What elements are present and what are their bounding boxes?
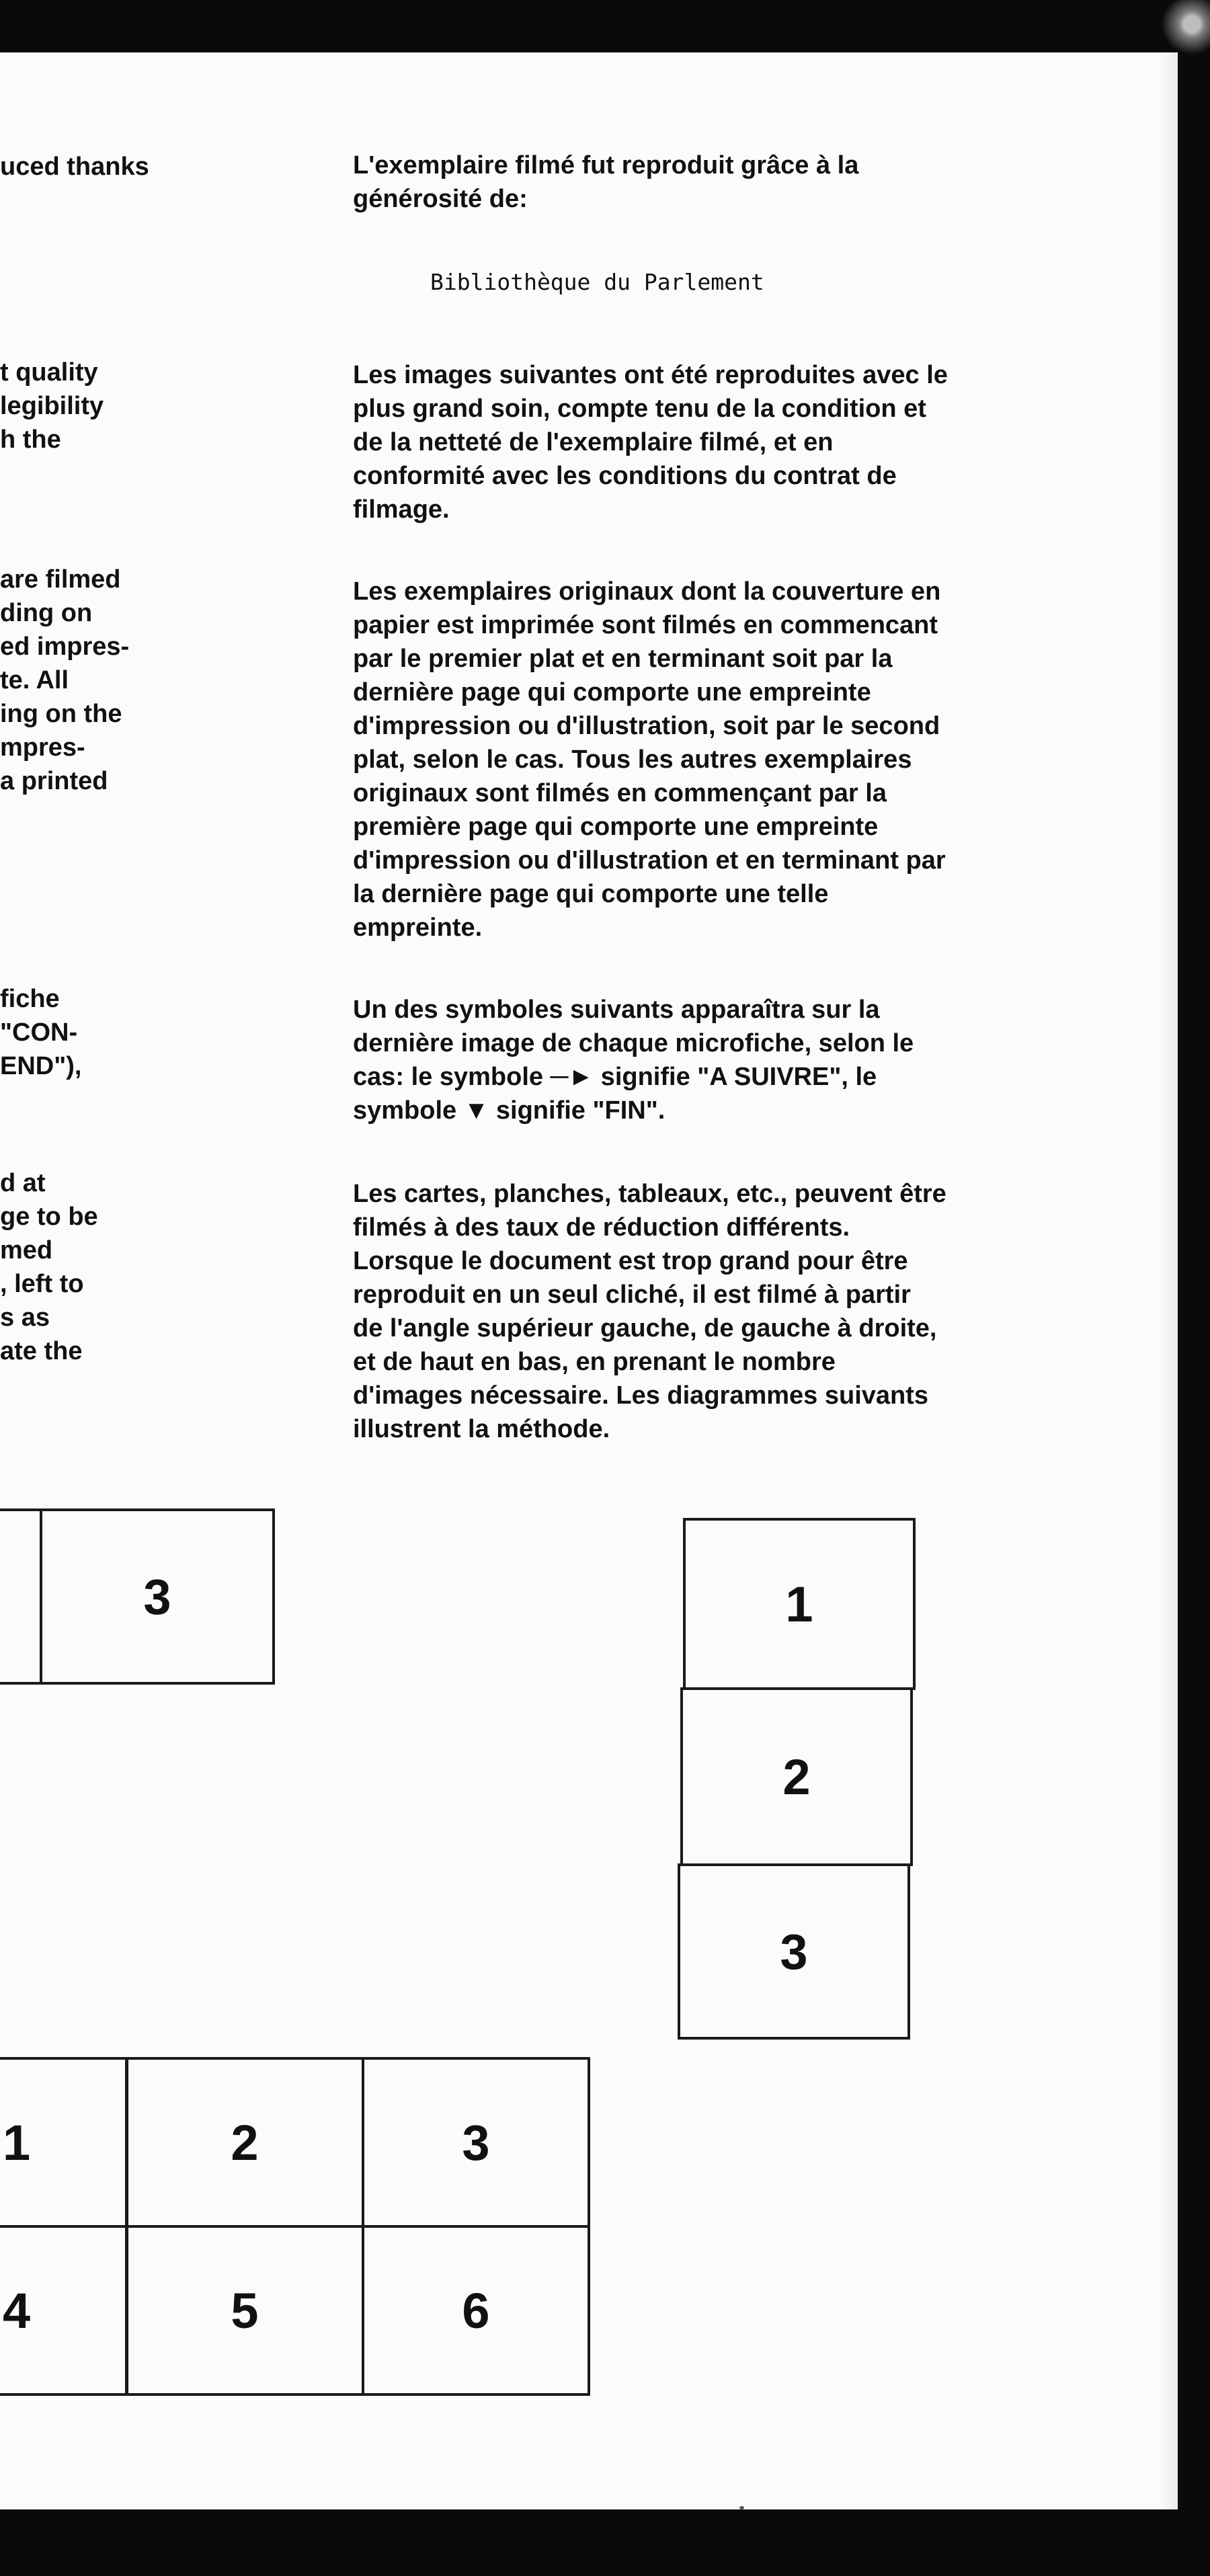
left-line: uced thanks — [0, 153, 149, 181]
diagram-cell: 4 — [0, 2225, 128, 2396]
diagram-cell: 2 — [125, 2057, 364, 2228]
left-line: te. All — [0, 666, 69, 694]
paragraph-line: originaux sont filmés en commençant par la — [353, 779, 887, 807]
paragraph-line: Un des symboles suivants apparaîtra sur la — [353, 996, 880, 1024]
paragraph-line: Les cartes, planches, tableaux, etc., peuvent être — [353, 1180, 946, 1208]
paragraph-line: plat, selon le cas. Tous les autres exemplaires — [353, 746, 912, 774]
paragraph-line: cas: le symbole ─► signifie "A SUIVRE", le — [353, 1063, 877, 1091]
diagram-cell: 1 — [683, 1518, 916, 1690]
left-line: t quality — [0, 358, 98, 387]
credit-intro-line: générosité de: — [353, 185, 528, 213]
diagram-cell: 2 — [680, 1687, 913, 1866]
paragraph-line: Les exemplaires originaux dont la couverture en — [353, 577, 941, 606]
left-line: h the — [0, 426, 61, 454]
paragraph-line: d'impression ou d'illustration et en terminant par — [353, 846, 946, 875]
diagram-cell: 3 — [40, 1508, 275, 1685]
paragraph-line: dernière image de chaque microfiche, selon le — [353, 1029, 914, 1057]
paragraph-line: empreinte. — [353, 914, 483, 942]
paragraph-line: Les images suivantes ont été reproduites avec le — [353, 361, 948, 389]
paragraph-line: symbole ▼ signifie "FIN". — [353, 1096, 666, 1125]
left-line: med — [0, 1236, 53, 1264]
left-line: legibility — [0, 392, 104, 420]
diagram-cell: 3 — [362, 2057, 590, 2228]
paragraph-line: dernière page qui comporte une empreinte — [353, 678, 871, 707]
paragraph-line: conformité avec les conditions du contrat de — [353, 462, 897, 490]
paragraph-line: papier est imprimée sont filmés en commencant — [353, 611, 938, 639]
paragraph-line: d'images nécessaire. Les diagrammes suivants — [353, 1381, 929, 1410]
left-line: ed impres- — [0, 633, 130, 661]
left-line: ing on the — [0, 700, 122, 728]
left-line: mpres- — [0, 733, 85, 762]
paragraph-line: filmage. — [353, 495, 450, 524]
diagram-cell-cropped — [0, 1508, 42, 1685]
left-line: fiche — [0, 985, 60, 1013]
paragraph-line: plus grand soin, compte tenu de la condition et — [353, 395, 926, 423]
paragraph-line: Lorsque le document est trop grand pour être — [353, 1247, 908, 1275]
diagram-cell: 3 — [678, 1863, 910, 2040]
left-line: ge to be — [0, 1203, 98, 1231]
left-line: "CON- — [0, 1018, 78, 1047]
film-damage-corner — [1150, 0, 1210, 81]
paragraph-line: et de haut en bas, en prenant le nombre — [353, 1348, 836, 1376]
left-line: ding on — [0, 599, 93, 627]
paragraph-line: première page qui comporte une empreinte — [353, 813, 879, 841]
left-line: are filmed — [0, 565, 121, 594]
left-line: ate the — [0, 1337, 83, 1365]
institution-name: Bibliothèque du Parlement — [430, 269, 764, 295]
paragraph-line: reproduit en un seul cliché, il est filmé à partir — [353, 1281, 911, 1309]
left-line: d at — [0, 1169, 46, 1197]
document-page — [0, 52, 1178, 2509]
film-speck — [739, 2506, 744, 2509]
paragraph-line: de l'angle supérieur gauche, de gauche à droite, — [353, 1314, 937, 1342]
diagram-cell: 1 — [0, 2057, 128, 2228]
paragraph-line: de la netteté de l'exemplaire filmé, et en — [353, 428, 834, 456]
left-line: , left to — [0, 1270, 84, 1298]
diagram-cell: 6 — [362, 2225, 590, 2396]
credit-intro-line: L'exemplaire filmé fut reproduit grâce à la — [353, 151, 859, 179]
diagram-cell: 5 — [125, 2225, 364, 2396]
left-line: s as — [0, 1303, 50, 1332]
paragraph-line: la dernière page qui comporte une telle — [353, 880, 829, 908]
left-line: a printed — [0, 767, 108, 795]
paragraph-line: par le premier plat et en terminant soit par la — [353, 645, 893, 673]
paragraph-line: d'impression ou d'illustration, soit par le second — [353, 712, 940, 740]
paragraph-line: illustrent la méthode. — [353, 1415, 610, 1443]
left-line: END"), — [0, 1052, 82, 1080]
paragraph-line: filmés à des taux de réduction différents. — [353, 1213, 850, 1242]
